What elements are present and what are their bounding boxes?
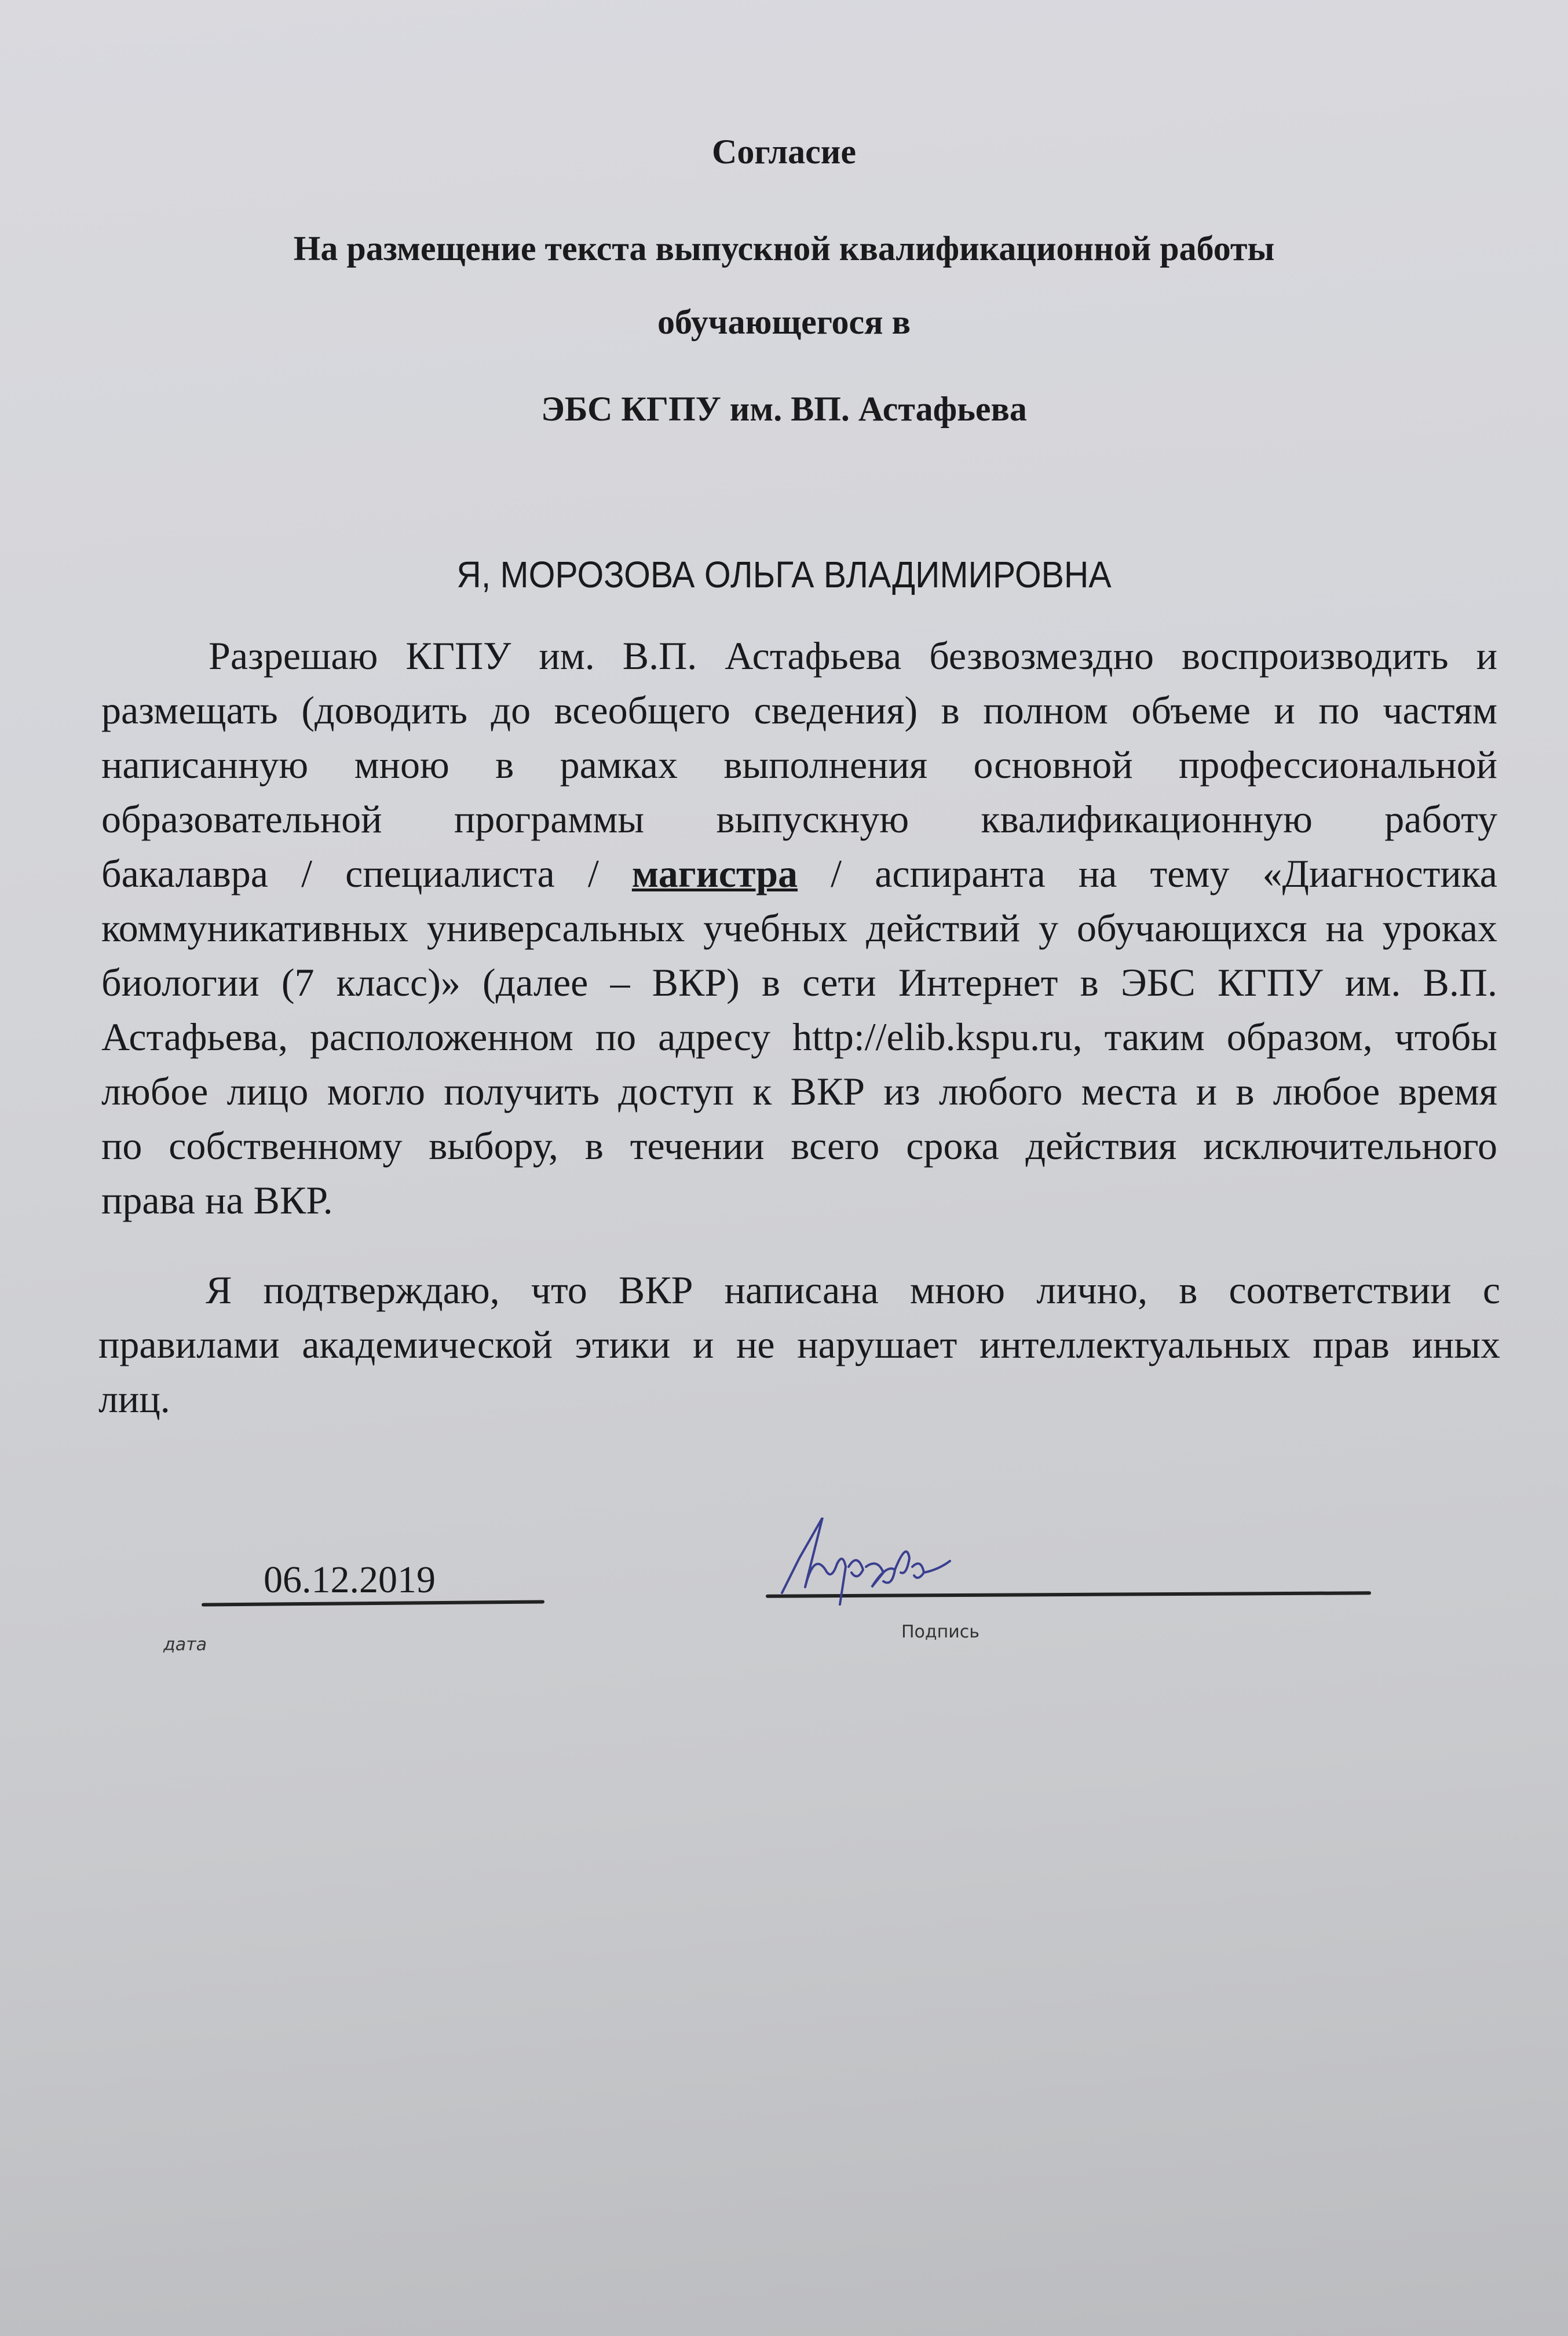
text-line: образовательной программы выпускную квалификационную работу <box>101 797 1497 841</box>
text-line: биологии (7 класс)» (далее – ВКР) в сети Интернет в ЭБС КГПУ им. В.П. <box>101 960 1497 1004</box>
text-line: Я подтверждаю, что ВКР написана мною лично, в соответствии с <box>206 1268 1500 1312</box>
text-line: написанную мною в рамках выполнения основной профессиональной <box>101 743 1497 787</box>
text-fragment: бакалавра / специалиста / <box>101 851 632 895</box>
document-subtitle-3: ЭБС КГПУ им. ВП. Астафьева <box>541 390 1027 428</box>
text-line: любое лицо могло получить доступ к ВКР из любого места и в любое время <box>101 1069 1497 1113</box>
document-subtitle-2: обучающегося в <box>657 303 911 341</box>
document-subtitle: На размещение текста выпускной квалификационной работы <box>293 229 1275 268</box>
date-value: 06.12.2019 <box>264 1559 436 1601</box>
consent-paragraph <box>101 628 1497 1227</box>
declarant-name: Я, МОРОЗОВА ОЛЬГА ВЛАДИМИРОВНА <box>456 554 1112 595</box>
document-title: Согласие <box>711 133 857 171</box>
text-line <box>101 846 1497 901</box>
text-line: Разрешаю КГПУ им. В.П. Астафьева безвозмездно воспроизводить и <box>209 634 1497 678</box>
date-label: дата <box>163 1635 207 1655</box>
text-line: правилами академической этики и не нарушает интеллектуальных прав иных <box>98 1322 1500 1366</box>
degree-highlight: магистра <box>631 851 798 895</box>
text-line: по собственному выбору, в течении всего срока действия исключительного <box>101 1124 1497 1168</box>
text-fragment: / аспиранта на тему «Диагностика <box>798 851 1497 895</box>
text-line: размещать (доводить до всеобщего сведения) в полном объеме и по частям <box>101 688 1497 732</box>
signature-image <box>770 1518 1037 1622</box>
text-line: права на ВКР. <box>101 1178 333 1222</box>
date-underline <box>202 1600 544 1606</box>
confirmation-paragraph <box>98 1263 1500 1426</box>
text-line: коммуникативных универсальных учебных действий у обучающихся на уроках <box>101 906 1497 950</box>
text-line: лиц. <box>98 1377 170 1421</box>
signature-label: Подпись <box>901 1622 979 1642</box>
text-line: Астафьева, расположенном по адресу http://elib.kspu.ru, таким образом, чтобы <box>101 1015 1497 1059</box>
